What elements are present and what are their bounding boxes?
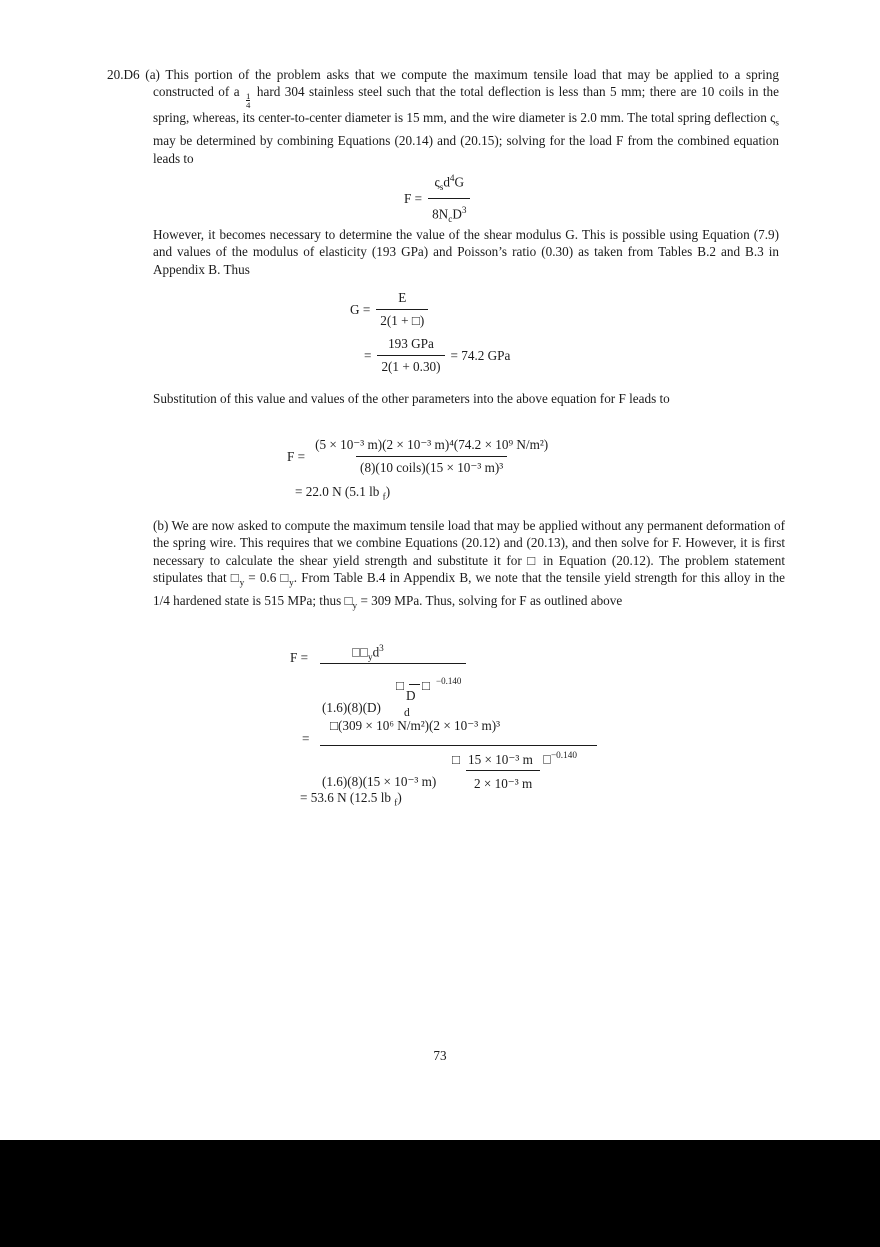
bottom-black-bar [0, 1140, 880, 1247]
paragraph-b-text-3: . From Table B.4 in Appendix B, we note that the tensile yield strength for this alloy in the 1/4 hardened state is 515 MPa; thus □ [153, 570, 786, 609]
paragraph-shear-modulus: However, it becomes necessary to determine the value of the shear modulus G. This is possible using Equation (7.9) and values of the modulus of elasticity (193 GPa) and Poisson’s ratio (0.30) as taken from Tables B.2 and B.3 in Appendix B. Thus [153, 227, 779, 277]
fraction [428, 170, 470, 227]
equation-force-numeric [287, 437, 558, 476]
exponent-minus-0140-2: −0.140 [550, 750, 577, 760]
paragraph-a-text-3: may be determined by combining Equations (20.14) and (20.15); solving for the load F from the combined equation leads to [153, 133, 779, 166]
equals-sign: = [302, 731, 310, 746]
fraction [377, 336, 444, 375]
mini-fraction2-numerator: 15 × 10⁻³ m [468, 752, 533, 767]
exponent-3: 3 [461, 205, 467, 216]
equation-shear-modulus-line1 [350, 290, 434, 329]
equation-shear-modulus-line2 [364, 336, 510, 375]
mini-fraction-bar [409, 684, 420, 685]
equation-lhs: F = [290, 650, 309, 665]
subscript-f: f [394, 797, 398, 808]
equation-lhs: F = [404, 190, 423, 206]
one-quarter-fraction [246, 92, 250, 109]
fraction-denominator: 2(1 + 0.30) [377, 355, 444, 375]
mini-fraction2-denominator: 2 × 10⁻³ m [474, 776, 533, 791]
paragraph-b-text-2: = 0.6 □ [244, 570, 290, 586]
equals-sign: = [364, 347, 372, 363]
wire-diameter-symbol: d [372, 644, 380, 660]
subscript-y-1: y [239, 577, 245, 588]
fraction-denominator: 2(1 + □) [376, 309, 428, 329]
paragraph-part-a [107, 66, 779, 167]
paragraph-part-b [153, 517, 785, 615]
equation-force-result [295, 484, 390, 502]
fraction1-numerator [352, 641, 384, 665]
paragraph-a-text-1: 20.D6 (a) This portion of the problem asks that we compute the maximum tensile load that may be applied to a spring constructed of a [107, 67, 779, 100]
fraction2-numerator: □(309 × 10⁶ N/m²)(2 × 10⁻³ m)³ [330, 718, 501, 733]
tofu-close-bracket-exponent [543, 748, 577, 766]
fraction2-denominator: (1.6)(8)(15 × 10⁻³ m) [322, 774, 437, 789]
deflection-subscript: s [775, 118, 779, 129]
fraction-numerator: E [398, 290, 407, 305]
page-number: 73 [433, 1048, 447, 1063]
paragraph-b-text-4: = 309 MPa. Thus, solving for F as outlined above [357, 593, 623, 609]
equation-spring-force [404, 170, 476, 227]
result-close: ) [397, 790, 402, 805]
paragraph-substitution: Substitution of this value and values of the other parameters into the above equation for F leads to [153, 391, 670, 406]
fraction-denominator: 4 [246, 100, 251, 111]
fraction-numerator: 1 [246, 91, 251, 102]
wire-diameter-symbol: d [443, 174, 450, 190]
shear-modulus-symbol: G [454, 174, 465, 190]
exponent-minus-0140: −0.140 [436, 676, 462, 686]
equation-lhs: F = [287, 448, 306, 464]
equation-result: = 74.2 GPa [450, 347, 511, 363]
equation-yield-force [0, 640, 880, 818]
subscript-y: y [367, 652, 373, 663]
paragraph-a-text-2: hard 304 stainless steel such that the total deflection is less than 5 mm; there are 10 coils in the spring, whereas, its center-to-center diameter is 15 mm, and the wire diameter is 2.0 mm. The total spring deflection ς [153, 84, 780, 126]
exponent-4: 4 [449, 173, 455, 183]
fraction-numerator: (5 × 10⁻³ m)(2 × 10⁻³ m)⁴(74.2 × 10⁹ N/m²) [315, 437, 549, 452]
coefficient: 8N [432, 206, 449, 222]
coil-diameter-symbol: D [452, 206, 462, 222]
fraction2-bar [320, 745, 597, 746]
tofu-open-bracket: □ [396, 678, 404, 693]
result-close: ) [385, 484, 391, 499]
fraction1-bar [320, 663, 466, 664]
subscript-f: f [382, 491, 386, 502]
fraction1-denominator: (1.6)(8)(D) [322, 700, 381, 715]
mini-fraction-D: D [406, 688, 416, 703]
exponent-3: 3 [379, 643, 384, 653]
mini-fraction-d: d [404, 707, 410, 719]
equation-yield-result [300, 790, 402, 811]
fraction [376, 290, 428, 329]
result-text: = 22.0 N (5.1 lb [295, 484, 383, 499]
fraction-numerator: 193 GPa [388, 336, 434, 351]
subscript-y-2: y [289, 577, 294, 588]
result-text: = 53.6 N (12.5 lb [300, 790, 395, 805]
fraction-denominator [428, 198, 470, 227]
deflection-symbol: ς [434, 174, 440, 190]
mini-fraction2-bar [466, 770, 540, 771]
tofu-close-bracket: □ [422, 678, 430, 693]
subscript-y-3: y [352, 600, 358, 611]
subscript-s: s [439, 182, 444, 193]
tofu-boxes: □□ [352, 644, 368, 660]
subscript-c: c [448, 214, 453, 225]
fraction [311, 437, 552, 476]
tofu-open-bracket-2: □ [452, 752, 460, 767]
paragraph-b-text-1: (b) We are now asked to compute the maximum tensile load that may be applied without any permanent deformation of the spring wire. This requires that we combine Equations (20.12) and (20.13), and then solve for F. However, it is first necessary to calculate the shear yield strength and substitute it for □ in Equation (20.12). The problem statement stipulates that □ [153, 518, 785, 586]
equation-lhs: G = [350, 301, 371, 317]
tofu-box: □ [543, 751, 551, 767]
fraction-denominator: (8)(10 coils)(15 × 10⁻³ m)³ [356, 456, 507, 476]
fraction-numerator [430, 170, 468, 198]
